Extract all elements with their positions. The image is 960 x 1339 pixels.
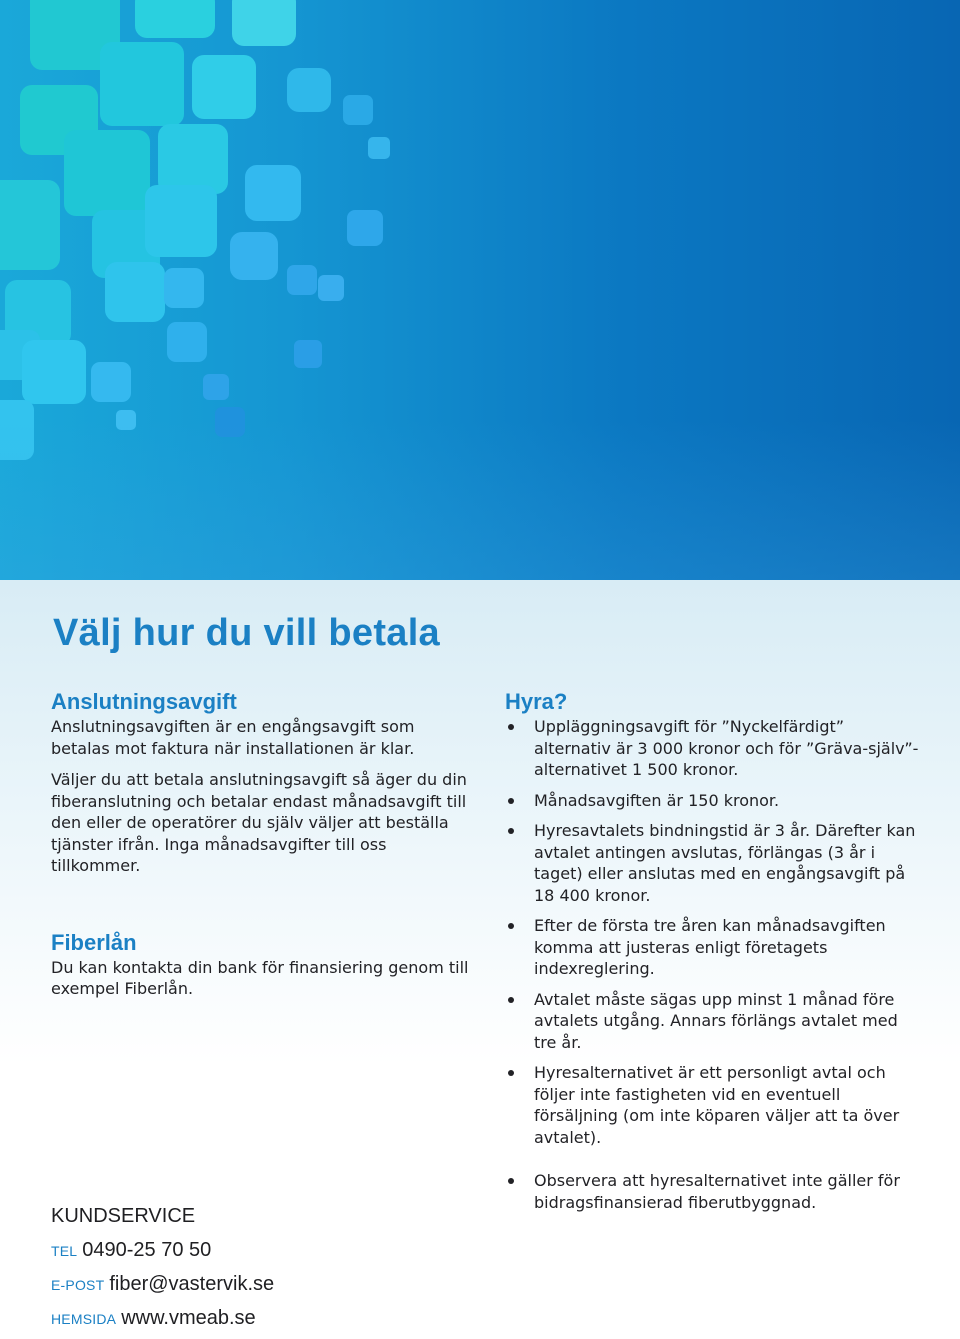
decor-square [164,268,204,308]
decor-square [0,180,60,270]
contact-email-row [51,1271,274,1298]
left-column [51,688,471,1000]
list-item [505,790,925,812]
contact-phone-row [51,1237,274,1264]
fiberlan-text: Du kan kontakta din bank för finansiering genom till exempel Fiberlån. [51,957,469,998]
list-item-text: Observera att hyresalternativet inte gäller för bidragsfinansierad fiberutbyggnad. [534,1171,900,1212]
list-item [505,989,925,1054]
phone-number[interactable]: 0490-25 70 50 [82,1239,212,1261]
website-link[interactable]: www.vmeab.se [121,1307,256,1329]
fiberlan-heading: Fiberlån [51,929,137,955]
list-item-text: Uppläggningsavgift för ”Nyckelfärdigt” alternativ är 3 000 kronor och för ”Gräva-själv”-alternativet 1 500 kronor. [534,717,919,779]
anslutningsavgift-text-1: Anslutningsavgiften är en engångsavgift som betalas mot faktura när installationen är klar. [51,717,415,758]
list-item-text: Hyresavtalets bindningstid är 3 år. Därefter kan avtalet antingen avslutas, förlängas (3 år i taget) eller anslutas med en engångsavgift på 18 400 kronor. [534,821,916,905]
decor-square [203,374,229,400]
decor-square [368,137,390,159]
bullet-icon [508,997,514,1003]
list-item [505,820,925,906]
bullet-icon [508,1178,514,1184]
contact-web-row [51,1305,274,1332]
decor-square [91,362,131,402]
list-item [505,716,925,781]
decor-square [145,185,217,257]
bullet-icon [508,798,514,804]
decor-square [167,322,207,362]
decor-square [22,340,86,404]
email-label: E-POST [51,1277,105,1293]
decor-square [64,130,150,216]
anslutningsavgift-text-2: Väljer du att betala anslutningsavgift så äger du din fiberanslutning och betalar endast månadsavgift till den eller de operatörer du själv väljer att beställa tjänster ifrån. Inga månadsavgifter till oss tillkommer. [51,770,467,875]
phone-label: TEL [51,1243,78,1259]
email-link[interactable]: fiber@vastervik.se [109,1273,275,1295]
list-item-text: Efter de första tre åren kan månadsavgiften komma att justeras enligt företagets indexreglering. [534,916,886,978]
hero-banner [0,0,960,580]
decor-square [158,124,228,194]
decor-square [135,0,215,38]
decor-square [287,265,317,295]
list-item [505,915,925,980]
list-item [505,1062,925,1148]
decor-square [100,42,184,126]
decor-square [232,0,296,46]
decor-square [318,275,344,301]
contact-title: KUNDSERVICE [51,1205,196,1227]
decor-square [343,95,373,125]
decor-square [215,407,245,437]
decor-square [116,410,136,430]
list-item [505,1170,925,1213]
list-item-text: Hyresalternativet är ett personligt avtal och följer inte fastigheten vid en eventuell försäljning (om inte köparen väljer att ta över avtalet). [534,1063,900,1147]
right-column [505,688,925,1222]
bullet-icon [508,923,514,929]
decor-square [192,55,256,119]
anslutningsavgift-heading: Anslutningsavgift [51,689,237,714]
bullet-icon [508,1070,514,1076]
bullet-icon [508,828,514,834]
decor-square [245,165,301,221]
decor-square [287,68,331,112]
decor-square [294,340,322,368]
bullet-icon [508,724,514,730]
hyra-heading: Hyra? [505,689,568,714]
list-item-text: Månadsavgiften är 150 kronor. [534,790,780,810]
decor-square [0,400,34,460]
decor-square [230,232,278,280]
list-item-text: Avtalet måste sägas upp minst 1 månad före avtalets utgång. Annars förlängs avtalet med tre år. [534,989,898,1052]
decor-square [105,262,165,322]
decor-square [347,210,383,246]
web-label: HEMSIDA [51,1311,117,1327]
contact-block [51,1203,274,1339]
page-title: Välj hur du vill betala [53,612,440,654]
hyra-list [505,716,925,1213]
